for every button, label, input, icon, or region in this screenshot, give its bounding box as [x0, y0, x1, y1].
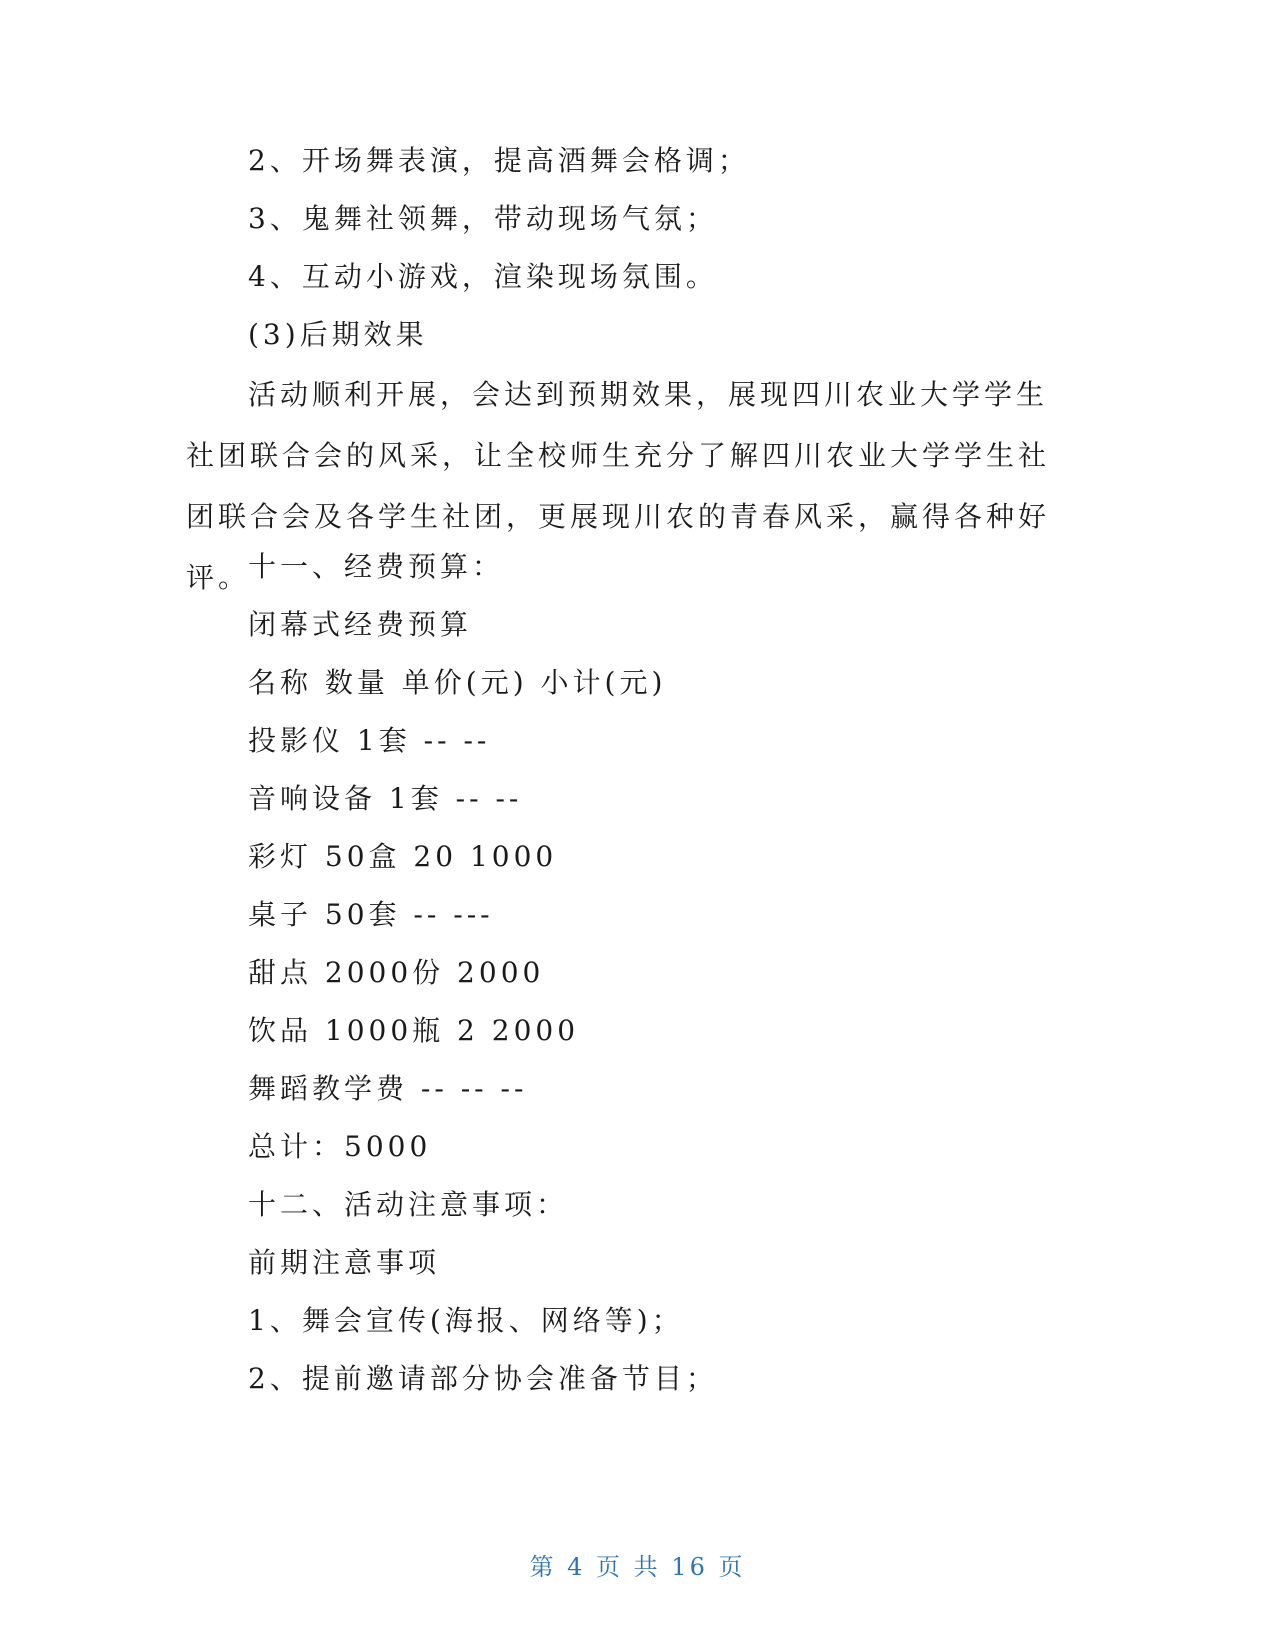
- page-number-footer: 第 4 页 共 16 页: [529, 1553, 746, 1581]
- text-line: 4、互动小游戏，渲染现场氛围。: [248, 260, 718, 293]
- budget-row: 甜点 2000份 2000: [248, 956, 545, 989]
- notes-heading: 十二、活动注意事项：: [248, 1188, 569, 1221]
- budget-header-row: 名称 数量 单价(元) 小计(元): [248, 666, 667, 699]
- text-line: 3、鬼舞社领舞，带动现场气氛；: [248, 202, 718, 235]
- budget-row: 投影仪 1套 -- --: [248, 724, 491, 757]
- text-line: 2、开场舞表演，提高酒舞会格调；: [248, 144, 750, 177]
- budget-row: 彩灯 50盒 20 1000: [248, 840, 558, 873]
- budget-heading: 十一、经费预算：: [248, 550, 505, 583]
- budget-title: 闭幕式经费预算: [248, 608, 473, 641]
- budget-row: 音响设备 1套 -- --: [248, 782, 523, 815]
- effect-paragraph: 活动顺利开展，会达到预期效果，展现四川农业大学学生社团联合会的风采，让全校师生充分了解四川农业大学学生社团联合会及各学生社团，更展现川农的青春风采，赢得各种好评。: [186, 378, 1051, 594]
- list-item: 2、提前邀请部分协会准备节目；: [248, 1362, 718, 1395]
- budget-row: 舞蹈教学费 -- -- --: [248, 1072, 528, 1105]
- section-subheading: (3)后期效果: [248, 318, 428, 351]
- budget-total: 总计：5000: [248, 1130, 432, 1163]
- budget-row: 桌子 50套 -- ---: [248, 898, 494, 931]
- list-item: 1、舞会宣传(海报、网络等)；: [248, 1304, 684, 1337]
- notes-subheading: 前期注意事项: [248, 1246, 441, 1279]
- budget-row: 饮品 1000瓶 2 2000: [248, 1014, 580, 1047]
